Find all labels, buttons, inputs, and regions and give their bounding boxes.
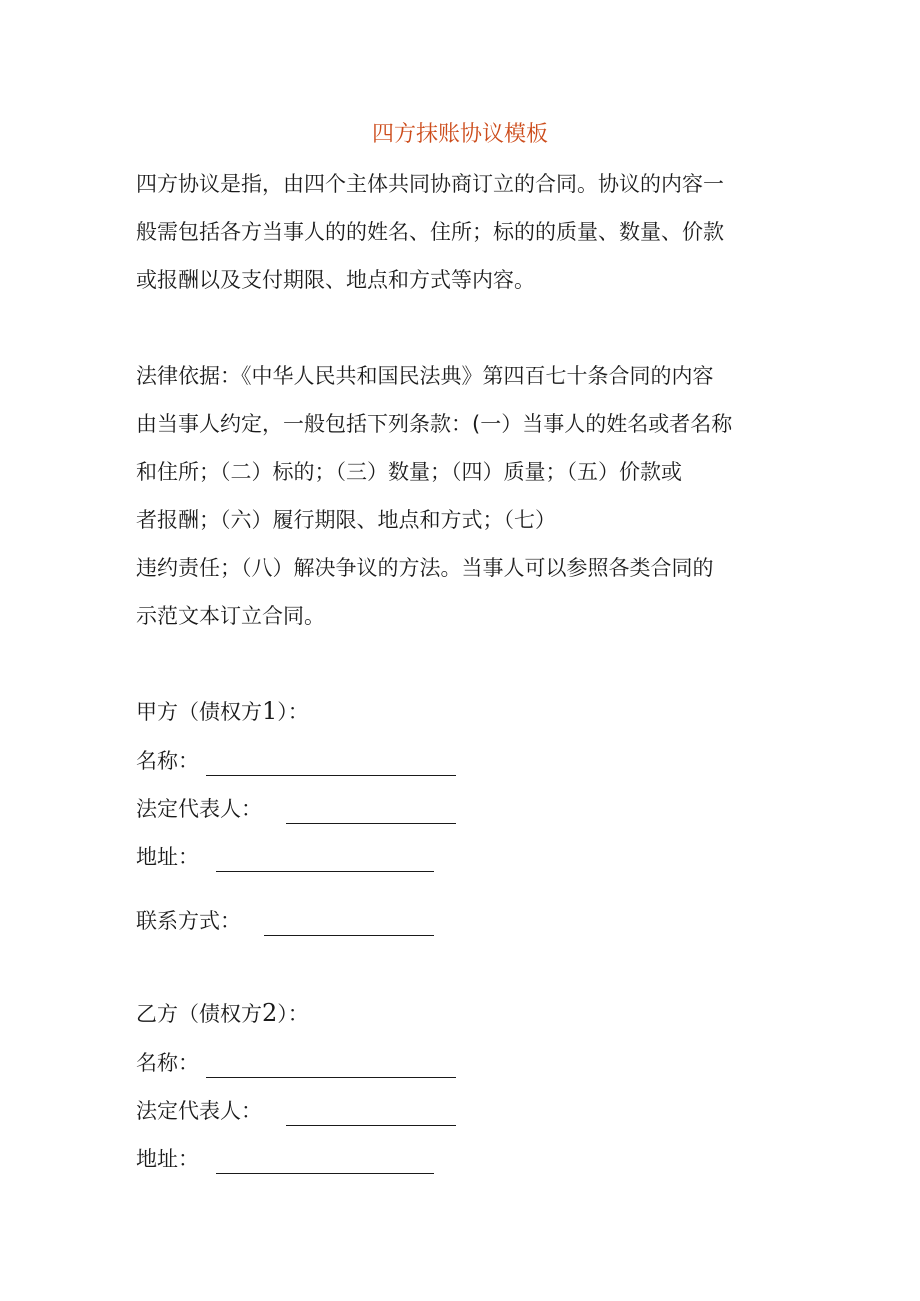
party-a-rep-blank[interactable] (286, 822, 456, 824)
party-b-name-label: 名称： (136, 1051, 199, 1075)
party-a-contact-label: 联系方式： (136, 909, 241, 933)
party-b-rep-field[interactable] (136, 1094, 466, 1128)
party-b-name-field[interactable] (136, 1046, 466, 1080)
party-b-rep-label: 法定代表人： (136, 1099, 262, 1123)
party-a-name-label: 名称： (136, 749, 199, 773)
legal-basis-line: 法律依据：《中华人民共和国民法典》第四百七十条合同的内容 (136, 364, 714, 388)
party-a-heading (136, 694, 309, 729)
legal-basis-line: 由当事人约定，一般包括下列条款：(一）当事人的姓名或者名称 (136, 412, 733, 436)
document-title: 四方抹账协议模板 (371, 122, 548, 147)
party-a-heading-number: 1 (262, 697, 278, 725)
party-b-rep-blank[interactable] (286, 1124, 456, 1126)
party-b-heading-prefix: 乙方（债权方 (136, 1002, 262, 1026)
party-b-heading-suffix: ）： (277, 1002, 309, 1026)
party-b-heading-number: 2 (262, 999, 278, 1027)
party-b-heading (136, 996, 309, 1031)
party-a-address-field[interactable] (136, 840, 446, 874)
intro-line: 四方协议是指，由四个主体共同协商订立的合同。协议的内容一 (136, 172, 724, 196)
party-a-contact-blank[interactable] (264, 934, 434, 936)
party-b-address-field[interactable] (136, 1142, 446, 1176)
intro-paragraph (136, 160, 796, 304)
legal-basis-paragraph (136, 352, 796, 640)
party-a-address-blank[interactable] (216, 870, 434, 872)
legal-basis-line: 和住所；（二）标的；（三）数量；（四）质量；（五）价款或 (136, 460, 682, 484)
legal-basis-line: 违约责任；（八）解决争议的方法。当事人可以参照各类合同的 (136, 556, 714, 580)
party-a-heading-prefix: 甲方（债权方 (136, 700, 262, 724)
party-a-rep-field[interactable] (136, 792, 466, 826)
party-b-address-label: 地址： (136, 1147, 199, 1171)
party-b-address-blank[interactable] (216, 1172, 434, 1174)
party-a-address-label: 地址： (136, 845, 199, 869)
party-a-name-field[interactable] (136, 744, 466, 778)
party-a-contact-field[interactable] (136, 904, 446, 938)
intro-line: 般需包括各方当事人的的姓名、住所；标的的质量、数量、价款 (136, 220, 724, 244)
party-a-heading-suffix: ）： (277, 700, 309, 724)
party-b-name-blank[interactable] (206, 1076, 456, 1078)
legal-basis-line: 者报酬；（六）履行期限、地点和方式；（七） (136, 508, 556, 532)
legal-basis-line: 示范文本订立合同。 (136, 604, 325, 628)
party-a-rep-label: 法定代表人： (136, 797, 262, 821)
party-a-name-blank[interactable] (206, 774, 456, 776)
intro-line: 或报酬以及支付期限、地点和方式等内容。 (136, 268, 535, 292)
